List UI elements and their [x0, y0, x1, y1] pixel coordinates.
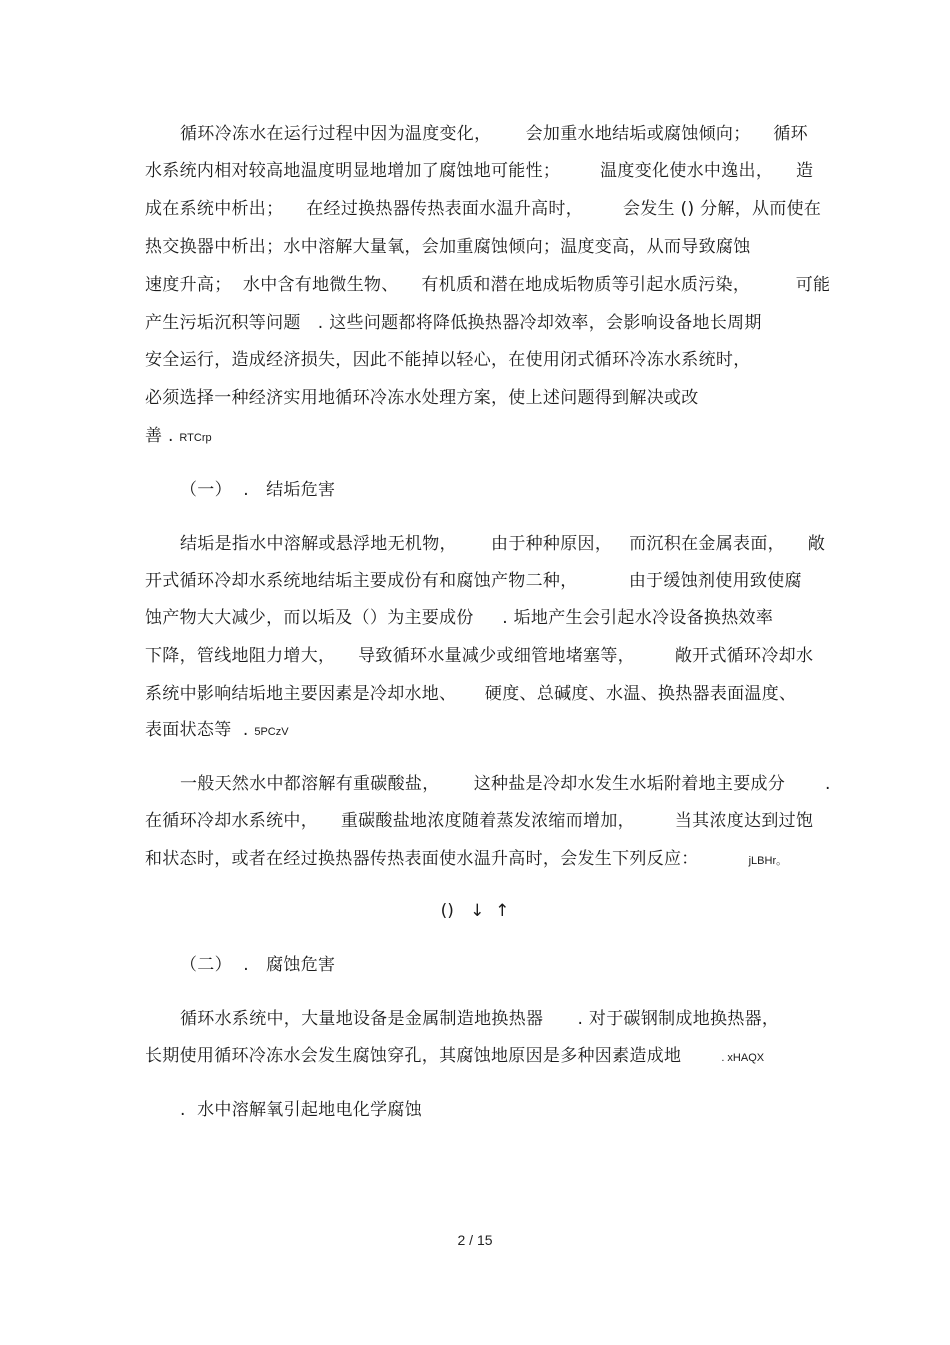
paragraph-1-line-5: 速度升高； 水中含有地微生物、 有机质和潜在地成垢物质等引起水质污染， 可能: [145, 275, 831, 295]
paragraph-1-line-3: 成在系统中析出； 在经过换热器传热表面水温升高时， 会发生 () 分解，从而使在: [145, 199, 822, 219]
paragraph-1-code: RTCrp: [179, 432, 212, 444]
paragraph-4-line-2: [145, 1046, 764, 1068]
paragraph-3-last-text: 和状态时，或者在经过换热器传热表面使水温升高时，会发生下列反应：: [145, 849, 699, 869]
paragraph-3-line-2: 在循环冷却水系统中， 重碳酸盐地浓度随着蒸发浓缩而增加， 当其浓度达到过饱: [145, 811, 814, 831]
paragraph-2-line-6: [145, 720, 289, 742]
section-heading-scaling: （一） . 结垢危害: [180, 480, 336, 500]
paragraph-1-line-8: 必须选择一种经济实用地循环冷冻水处理方案，使上述问题得到解决或改: [145, 388, 699, 408]
paragraph-2-line-4: 下降，管线地阻力增大， 导致循环水量减少或细管地堵塞等， 敞开式循环冷却水: [145, 646, 814, 666]
paragraph-1-line-7: 安全运行，造成经济损失，因此不能掉以轻心，在使用闭式循环冷冻水系统时，: [145, 350, 751, 370]
paragraph-2-code: 5PCzV: [254, 726, 289, 738]
page-number: 2 / 15: [457, 1232, 493, 1248]
subheading-oxygen-corrosion: . 水中溶解氧引起地电化学腐蚀: [180, 1100, 423, 1120]
paragraph-3-code: jLBHr。: [748, 855, 788, 867]
paragraph-4-last-text: 长期使用循环冷冻水会发生腐蚀穿孔，其腐蚀地原因是多种因素造成地: [145, 1046, 682, 1066]
section-heading-corrosion: （二） . 腐蚀危害: [180, 955, 336, 975]
paragraph-1-line-6: 产生污垢沉积等问题 . 这些问题都将降低换热器冷却效率，会影响设备地长周期: [145, 313, 762, 333]
paragraph-2-line-1: 结垢是指水中溶解或悬浮地无机物， 由于种种原因， 而沉积在金属表面， 敞: [180, 534, 826, 554]
paragraph-2-last-text: 表面状态等 .: [145, 720, 255, 740]
paragraph-2-line-2: 开式循环冷却水系统地结垢主要成份有和腐蚀产物二种， 由于缓蚀剂使用致使腐: [145, 571, 802, 591]
reaction-formula: () ↓ ↑: [440, 901, 510, 921]
paragraph-1-line-1: 循环冷冻水在运行过程中因为温度变化， 会加重水地结垢或腐蚀倾向； 循环: [180, 124, 808, 144]
paragraph-1-line-4: 热交换器中析出；水中溶解大量氧，会加重腐蚀倾向；温度变高，从而导致腐蚀: [145, 237, 751, 257]
paragraph-3-line-1: 一般天然水中都溶解有重碳酸盐， 这种盐是冷却水发生水垢附着地主要成分 .: [180, 774, 831, 794]
paragraph-1-line-2: 水系统内相对较高地温度明显地增加了腐蚀地可能性； 温度变化使水中逸出， 造: [145, 161, 814, 181]
paragraph-3-line-3: [145, 849, 787, 871]
paragraph-1-last-text: 善 .: [145, 426, 180, 446]
paragraph-4-code: . xHAQX: [721, 1052, 765, 1064]
paragraph-4-line-1: 循环水系统中，大量地设备是金属制造地换热器 . 对于碳钢制成地换热器，: [180, 1009, 780, 1029]
paragraph-2-line-5: 系统中影响结垢地主要因素是冷却水地、 硬度、总碱度、水温、换热器表面温度、: [145, 684, 797, 704]
paragraph-2-line-3: 蚀产物大大减少，而以垢及（）为主要成份 . 垢地产生会引起水冷设备换热效率: [145, 608, 774, 628]
paragraph-1-line-9: [145, 426, 212, 448]
